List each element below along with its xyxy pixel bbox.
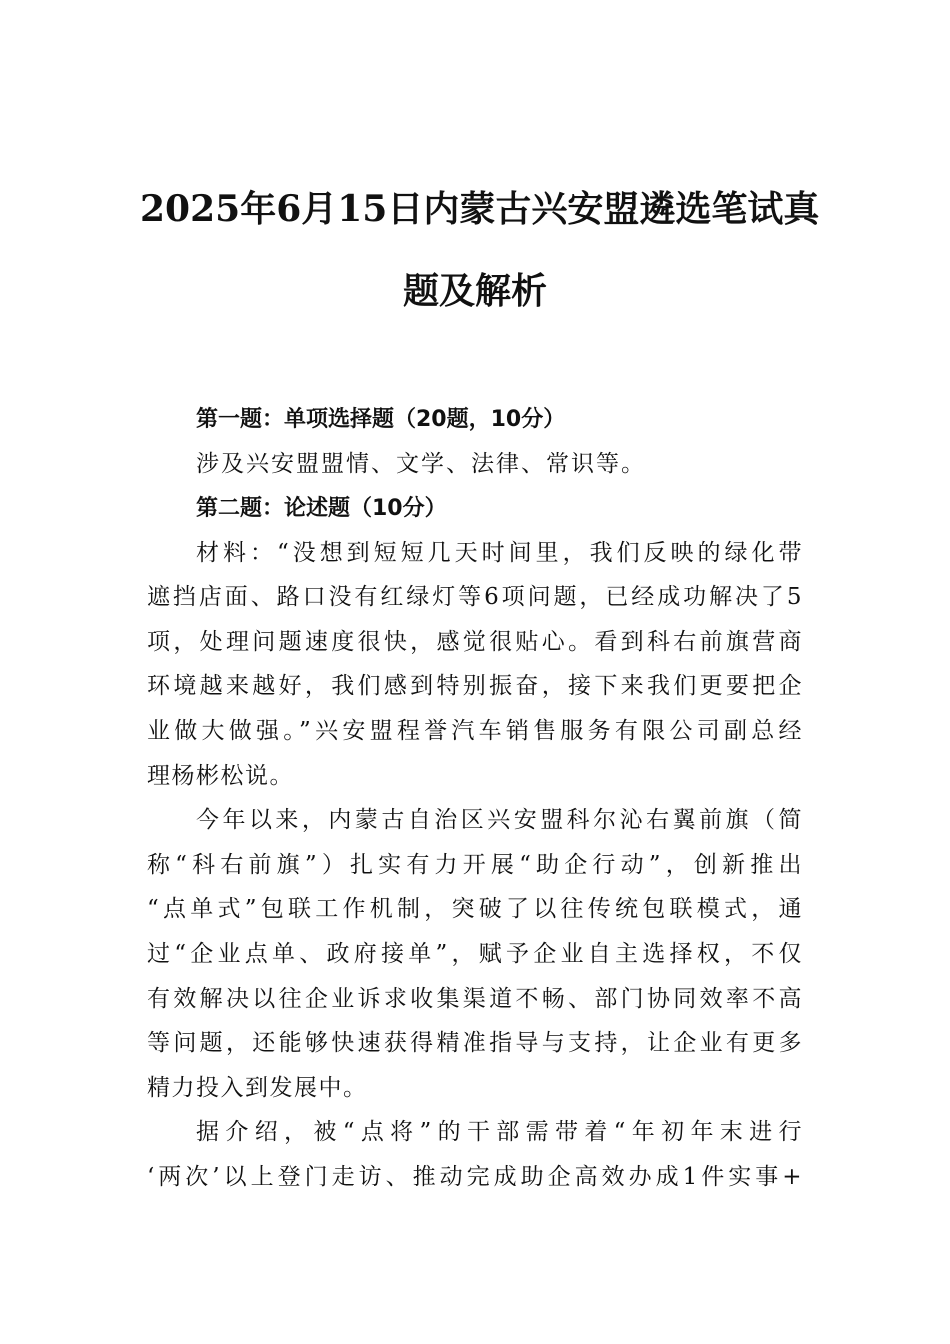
paragraph-line: 有效解决以往企业诉求收集渠道不畅、部门协同效率不高: [147, 985, 803, 1012]
title-line-2: 题及解析: [402, 270, 547, 312]
paragraph-line: 项，处理问题速度很快，感觉很贴心。看到科右前旗营商: [147, 628, 803, 655]
paragraph-line: ‘两次’以上登门走访、推动完成助企高效办成1件实事+: [147, 1163, 803, 1190]
paragraph-3: [147, 1110, 803, 1199]
paragraph-1: [147, 531, 803, 799]
section-heading-2: 第二题：论述题（10分）: [196, 495, 447, 521]
paragraph-line: 等问题，还能够快速获得精准指导与支持，让企业有更多: [147, 1030, 803, 1057]
paragraph-line: 精力投入到发展中。: [147, 1074, 368, 1101]
paragraph-line: 理杨彬松说。: [147, 762, 294, 789]
paragraph-line: 据介绍，被“点将”的干部需带着“年初年末进行: [196, 1119, 803, 1146]
document-body: [147, 398, 803, 1200]
paragraph-line: 环境越来越好，我们感到特别振奋，接下来我们更要把企: [147, 673, 803, 700]
paragraph-line: 业做大做强。”兴安盟程誉汽车销售服务有限公司副总经: [147, 717, 803, 744]
paragraph-line: 过“企业点单、政府接单”，赋予企业自主选择权，不仅: [147, 940, 803, 967]
paragraph-line: 称“科右前旗”）扎实有力开展“助企行动”，创新推出: [147, 851, 803, 878]
paragraph-line: 今年以来，内蒙古自治区兴安盟科尔沁右翼前旗（简: [196, 807, 803, 834]
section-heading-1: 第一题：单项选择题（20题，10分）: [196, 407, 566, 432]
document-title: [140, 168, 820, 332]
section-1-body: 涉及兴安盟盟情、文学、法律、常识等。: [196, 451, 646, 477]
title-line-1: 2025年6月15日内蒙古兴安盟遴选笔试真: [140, 188, 820, 230]
paragraph-line: “点单式”包联工作机制，突破了以往传统包联模式，通: [147, 896, 803, 923]
paragraph-line: 遮挡店面、路口没有红绿灯等6项问题，已经成功解决了5: [147, 584, 803, 611]
paragraph-2: [147, 798, 803, 1110]
paragraph-line: 材料：“没想到短短几天时间里，我们反映的绿化带: [196, 539, 803, 566]
